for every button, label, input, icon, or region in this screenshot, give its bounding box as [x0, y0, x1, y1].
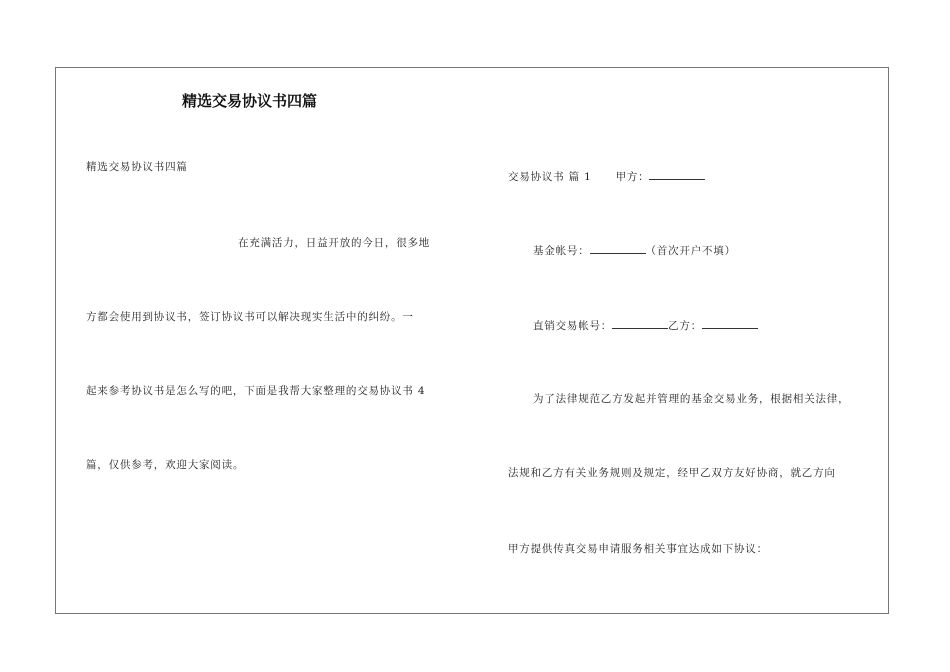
page-frame [55, 67, 889, 614]
left-subtitle: 精选交易协议书四篇 [86, 161, 188, 173]
party-a-label: 甲方： [615, 171, 650, 183]
fund-account-blank [590, 243, 646, 254]
agreement-heading: 交易协议书 篇 1 [508, 171, 592, 183]
left-paragraph-line: 方都会使用到协议书，签订协议书可以解决现实生活中的纠纷。一 [86, 311, 414, 323]
left-paragraph-line: 起来参考协议书是怎么写的吧，下面是我帮大家整理的交易协议书 4 [86, 385, 426, 397]
direct-account-label: 直销交易帐号： [533, 320, 613, 332]
party-b-blank [702, 318, 758, 329]
party-b-label: 乙方： [668, 320, 703, 332]
right-paragraph-line: 法规和乙方有关业务规则及规定，经甲乙双方友好协商，就乙方向 [508, 467, 836, 479]
right-paragraph-line: 为了法律规范乙方发起并管理的基金交易业务，根据相关法律， [533, 393, 850, 405]
direct-account-blank [612, 318, 668, 329]
document-title: 精选交易协议书四篇 [182, 92, 318, 110]
agreement-heading-line [508, 169, 705, 184]
fund-account-label: 基金帐号： [533, 245, 590, 257]
left-paragraph-line: 篇，仅供参考，欢迎大家阅读。 [86, 459, 245, 471]
fund-account-note: （首次开户不填） [645, 245, 736, 257]
fund-account-line [533, 243, 736, 258]
left-paragraph-line: 在充满活力，日益开放的今日，很多地 [238, 237, 431, 249]
right-paragraph-line: 甲方提供传真交易申请服务相关事宜达成如下协议： [508, 543, 768, 555]
party-a-blank [649, 169, 705, 180]
direct-account-line [533, 318, 758, 333]
